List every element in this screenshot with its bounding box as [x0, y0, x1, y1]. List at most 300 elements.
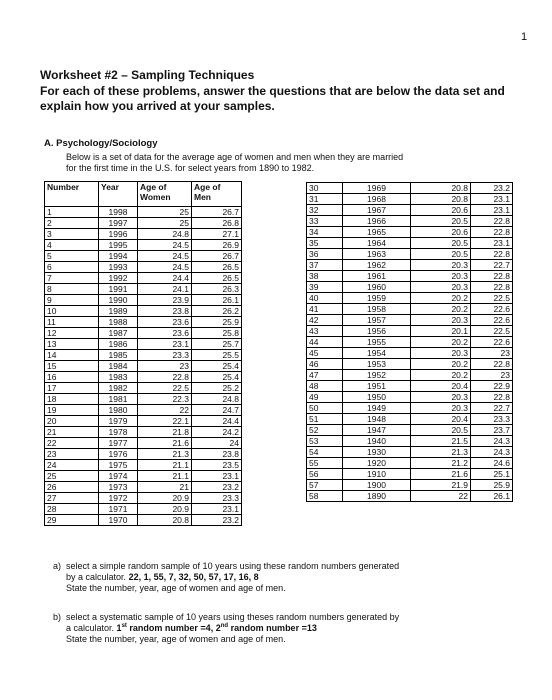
cell-number: 55	[307, 458, 343, 469]
cell-number: 46	[307, 359, 343, 370]
table-row	[45, 471, 242, 482]
cell-age-women: 24.4	[138, 273, 192, 284]
cell-age-men: 26.2	[192, 306, 242, 317]
cell-age-men: 22.5	[471, 293, 513, 304]
cell-year: 1963	[343, 249, 411, 260]
question-a-line-3: State the number, year, age of women and age of men.	[66, 583, 286, 593]
table-row	[307, 392, 513, 403]
cell-number: 43	[307, 326, 343, 337]
cell-number: 47	[307, 370, 343, 381]
cell-age-women: 21.1	[138, 471, 192, 482]
cell-year: 1996	[99, 229, 138, 240]
cell-age-men: 25.8	[192, 328, 242, 339]
cell-age-women: 20.3	[411, 315, 471, 326]
cell-age-men: 26.5	[192, 273, 242, 284]
table-row	[45, 273, 242, 284]
cell-year: 1958	[343, 304, 411, 315]
table-row	[45, 295, 242, 306]
cell-number: 39	[307, 282, 343, 293]
cell-age-men: 26.7	[192, 251, 242, 262]
cell-year: 1993	[99, 262, 138, 273]
cell-number: 24	[45, 460, 99, 471]
cell-year: 1973	[99, 482, 138, 493]
cell-age-women: 24.5	[138, 262, 192, 273]
cell-year: 1957	[343, 315, 411, 326]
table-row	[45, 339, 242, 350]
cell-age-women: 20.5	[411, 249, 471, 260]
table-row	[45, 438, 242, 449]
cell-year: 1979	[99, 416, 138, 427]
cell-number: 1	[45, 207, 99, 218]
cell-number: 8	[45, 284, 99, 295]
cell-year: 1920	[343, 458, 411, 469]
cell-age-men: 25.4	[192, 361, 242, 372]
cell-number: 21	[45, 427, 99, 438]
cell-number: 37	[307, 260, 343, 271]
cell-age-men: 23.1	[192, 471, 242, 482]
table-row	[45, 207, 242, 218]
cell-number: 54	[307, 447, 343, 458]
cell-year: 1900	[343, 480, 411, 491]
cell-year: 1910	[343, 469, 411, 480]
cell-age-men: 26.9	[192, 240, 242, 251]
cell-number: 20	[45, 416, 99, 427]
cell-age-women: 23.1	[138, 339, 192, 350]
cell-year: 1940	[343, 436, 411, 447]
cell-age-men: 23.1	[471, 194, 513, 205]
cell-number: 30	[307, 183, 343, 194]
cell-year: 1960	[343, 282, 411, 293]
table-row	[45, 416, 242, 427]
cell-age-women: 22.5	[138, 383, 192, 394]
table-row	[307, 447, 513, 458]
cell-age-men: 23	[471, 370, 513, 381]
cell-number: 11	[45, 317, 99, 328]
cell-age-men: 22.8	[471, 282, 513, 293]
table-row	[45, 394, 242, 405]
table-row	[45, 493, 242, 504]
cell-age-women: 20.2	[411, 304, 471, 315]
cell-age-women: 21.9	[411, 480, 471, 491]
cell-age-women: 20.3	[411, 348, 471, 359]
table-row	[307, 227, 513, 238]
cell-age-men: 24.6	[471, 458, 513, 469]
cell-age-men: 26.8	[192, 218, 242, 229]
table-row	[45, 306, 242, 317]
cell-year: 1948	[343, 414, 411, 425]
cell-year: 1977	[99, 438, 138, 449]
table-row	[45, 449, 242, 460]
cell-age-women: 21.3	[411, 447, 471, 458]
table-row	[307, 403, 513, 414]
table-row	[307, 480, 513, 491]
table-row	[307, 414, 513, 425]
table-row	[45, 328, 242, 339]
cell-number: 27	[45, 493, 99, 504]
cell-age-women: 22.3	[138, 394, 192, 405]
table-row	[45, 372, 242, 383]
cell-number: 44	[307, 337, 343, 348]
cell-age-men: 24.4	[192, 416, 242, 427]
cell-year: 1953	[343, 359, 411, 370]
cell-age-women: 20.3	[411, 271, 471, 282]
cell-number: 7	[45, 273, 99, 284]
table-row	[307, 293, 513, 304]
cell-number: 29	[45, 515, 99, 526]
cell-age-women: 20.8	[138, 515, 192, 526]
cell-number: 26	[45, 482, 99, 493]
cell-age-women: 20.8	[411, 183, 471, 194]
cell-number: 35	[307, 238, 343, 249]
question-a-line-2	[66, 572, 486, 583]
cell-age-men: 23.5	[192, 460, 242, 471]
cell-age-men: 23.2	[192, 482, 242, 493]
table-row	[307, 359, 513, 370]
cell-age-women: 20.2	[411, 293, 471, 304]
cell-year: 1974	[99, 471, 138, 482]
cell-year: 1955	[343, 337, 411, 348]
cell-number: 23	[45, 449, 99, 460]
cell-year: 1986	[99, 339, 138, 350]
cell-year: 1971	[99, 504, 138, 515]
cell-year: 1964	[343, 238, 411, 249]
cell-number: 48	[307, 381, 343, 392]
cell-age-men: 22.8	[471, 249, 513, 260]
cell-year: 1956	[343, 326, 411, 337]
cell-age-women: 20.3	[411, 260, 471, 271]
question-b-label: b)	[53, 612, 62, 622]
cell-number: 36	[307, 249, 343, 260]
cell-age-men: 26.1	[192, 295, 242, 306]
cell-age-women: 21.5	[411, 436, 471, 447]
question-a-label: a)	[53, 561, 62, 571]
table-row	[307, 370, 513, 381]
cell-year: 1966	[343, 216, 411, 227]
first-text: random number =4, 2	[129, 623, 221, 633]
table-row	[45, 262, 242, 273]
cell-year: 1967	[343, 205, 411, 216]
table-row	[45, 383, 242, 394]
cell-number: 49	[307, 392, 343, 403]
cell-age-women: 20.5	[411, 238, 471, 249]
table-body-right	[307, 183, 513, 502]
cell-age-women: 20.2	[411, 359, 471, 370]
cell-age-women: 20.2	[411, 370, 471, 381]
second-text: random number =13	[230, 623, 317, 633]
worksheet-title: Worksheet #2 – Sampling Techniques	[40, 68, 255, 82]
first-sup: st	[121, 623, 127, 629]
cell-age-women: 25	[138, 207, 192, 218]
cell-age-women: 23.8	[138, 306, 192, 317]
cell-year: 1987	[99, 328, 138, 339]
table-row	[45, 482, 242, 493]
cell-age-women: 22	[411, 491, 471, 502]
question-b-line-3: State the number, year, age of women and age of men.	[66, 634, 286, 644]
table-row	[307, 425, 513, 436]
cell-year: 1991	[99, 284, 138, 295]
cell-age-men: 22.8	[471, 227, 513, 238]
table-row	[307, 271, 513, 282]
cell-number: 53	[307, 436, 343, 447]
cell-age-men: 22.7	[471, 260, 513, 271]
data-table-right	[306, 182, 513, 502]
cell-number: 31	[307, 194, 343, 205]
cell-age-women: 20.8	[411, 194, 471, 205]
cell-age-men: 25.1	[471, 469, 513, 480]
cell-age-women: 21.6	[411, 469, 471, 480]
cell-number: 33	[307, 216, 343, 227]
cell-age-men: 26.5	[192, 262, 242, 273]
table-row	[307, 260, 513, 271]
random-numbers: 22, 1, 55, 7, 32, 50, 57, 17, 16, 8	[128, 572, 259, 582]
cell-year: 1962	[343, 260, 411, 271]
table-row	[45, 218, 242, 229]
cell-age-men: 25.9	[192, 317, 242, 328]
header-number: Number	[45, 182, 99, 207]
table-row	[307, 315, 513, 326]
cell-number: 18	[45, 394, 99, 405]
cell-year: 1984	[99, 361, 138, 372]
cell-year: 1976	[99, 449, 138, 460]
cell-number: 5	[45, 251, 99, 262]
cell-age-women: 24.5	[138, 240, 192, 251]
cell-year: 1980	[99, 405, 138, 416]
header-age-men: Age of Men	[192, 182, 242, 207]
cell-age-men: 22.8	[471, 392, 513, 403]
table-row	[45, 460, 242, 471]
table-row	[307, 304, 513, 315]
cell-year: 1988	[99, 317, 138, 328]
table-row	[45, 504, 242, 515]
cell-age-men: 25.9	[471, 480, 513, 491]
question-b-prefix: a calculator.	[66, 623, 115, 633]
cell-age-women: 21.3	[138, 449, 192, 460]
cell-year: 1951	[343, 381, 411, 392]
table-row	[307, 194, 513, 205]
table-row	[45, 284, 242, 295]
cell-year: 1952	[343, 370, 411, 381]
cell-year: 1954	[343, 348, 411, 359]
data-table-left	[44, 181, 242, 526]
cell-age-women: 20.1	[411, 326, 471, 337]
cell-number: 22	[45, 438, 99, 449]
cell-age-men: 24.3	[471, 436, 513, 447]
cell-number: 15	[45, 361, 99, 372]
cell-age-men: 22.7	[471, 403, 513, 414]
cell-age-men: 24.3	[471, 447, 513, 458]
cell-number: 34	[307, 227, 343, 238]
cell-year: 1983	[99, 372, 138, 383]
cell-number: 13	[45, 339, 99, 350]
cell-number: 9	[45, 295, 99, 306]
first-label: 1	[116, 623, 122, 633]
cell-number: 2	[45, 218, 99, 229]
question-a-line-1: select a simple random sample of 10 years using these random numbers generated	[66, 561, 400, 571]
cell-age-women: 23	[138, 361, 192, 372]
section-title: A. Psychology/Sociology	[44, 138, 158, 149]
cell-age-men: 26.7	[192, 207, 242, 218]
cell-year: 1997	[99, 218, 138, 229]
table-header-row	[45, 182, 242, 207]
table-row	[307, 348, 513, 359]
cell-age-women: 21.8	[138, 427, 192, 438]
cell-number: 56	[307, 469, 343, 480]
cell-number: 19	[45, 405, 99, 416]
cell-year: 1970	[99, 515, 138, 526]
cell-age-men: 23.7	[471, 425, 513, 436]
table-row	[45, 251, 242, 262]
cell-age-men: 24.8	[192, 394, 242, 405]
cell-age-women: 21.6	[138, 438, 192, 449]
second-sup: nd	[220, 623, 229, 629]
table-row	[45, 240, 242, 251]
table-row	[307, 326, 513, 337]
cell-age-men: 23.1	[192, 504, 242, 515]
cell-age-women: 20.9	[138, 504, 192, 515]
cell-age-men: 23.1	[471, 238, 513, 249]
question-b-line-2	[66, 623, 496, 634]
cell-age-women: 20.3	[411, 392, 471, 403]
cell-year: 1990	[99, 295, 138, 306]
table-row	[307, 381, 513, 392]
table-row	[307, 205, 513, 216]
cell-year: 1969	[343, 183, 411, 194]
cell-year: 1972	[99, 493, 138, 504]
question-a	[53, 561, 486, 594]
cell-year: 1994	[99, 251, 138, 262]
cell-number: 42	[307, 315, 343, 326]
table-row	[45, 317, 242, 328]
cell-age-women: 22	[138, 405, 192, 416]
question-b	[53, 612, 496, 645]
table-row	[307, 183, 513, 194]
cell-age-men: 26.3	[192, 284, 242, 295]
cell-age-women: 24.8	[138, 229, 192, 240]
table-row	[307, 491, 513, 502]
cell-year: 1995	[99, 240, 138, 251]
cell-age-women: 22.1	[138, 416, 192, 427]
table-row	[307, 458, 513, 469]
cell-age-men: 25.4	[192, 372, 242, 383]
cell-number: 40	[307, 293, 343, 304]
cell-age-women: 20.6	[411, 205, 471, 216]
cell-age-women: 21.2	[411, 458, 471, 469]
cell-number: 6	[45, 262, 99, 273]
table-row	[307, 282, 513, 293]
cell-number: 25	[45, 471, 99, 482]
cell-year: 1930	[343, 447, 411, 458]
cell-age-women: 20.9	[138, 493, 192, 504]
cell-age-women: 23.9	[138, 295, 192, 306]
cell-year: 1998	[99, 207, 138, 218]
worksheet-instructions: For each of these problems, answer the questions that are below the data set and explain how you arrived at your samples.	[40, 84, 505, 113]
cell-number: 10	[45, 306, 99, 317]
cell-year: 1982	[99, 383, 138, 394]
cell-age-women: 23.3	[138, 350, 192, 361]
cell-number: 12	[45, 328, 99, 339]
cell-year: 1949	[343, 403, 411, 414]
page-number: 1	[521, 31, 528, 43]
cell-age-women: 20.4	[411, 414, 471, 425]
cell-number: 52	[307, 425, 343, 436]
cell-year: 1981	[99, 394, 138, 405]
table-row	[45, 229, 242, 240]
cell-number: 38	[307, 271, 343, 282]
cell-age-women: 20.3	[411, 403, 471, 414]
cell-age-women: 20.5	[411, 216, 471, 227]
cell-age-men: 23.3	[471, 414, 513, 425]
cell-age-men: 23	[471, 348, 513, 359]
cell-age-women: 23.6	[138, 317, 192, 328]
cell-year: 1959	[343, 293, 411, 304]
question-b-line-1: select a systematic sample of 10 years using theses random numbers generated by	[66, 612, 400, 622]
table-row	[45, 405, 242, 416]
cell-age-men: 26.1	[471, 491, 513, 502]
cell-age-women: 21.1	[138, 460, 192, 471]
cell-age-men: 25.5	[192, 350, 242, 361]
table-row	[45, 427, 242, 438]
cell-age-men: 23.1	[471, 205, 513, 216]
cell-year: 1950	[343, 392, 411, 403]
cell-age-men: 22.6	[471, 315, 513, 326]
cell-number: 32	[307, 205, 343, 216]
cell-age-men: 27.1	[192, 229, 242, 240]
cell-year: 1890	[343, 491, 411, 502]
cell-age-women: 20.3	[411, 282, 471, 293]
intro-line-1: Below is a set of data for the average age of women and men when they are married	[66, 152, 404, 162]
cell-age-women: 20.4	[411, 381, 471, 392]
cell-age-men: 25.7	[192, 339, 242, 350]
cell-age-women: 21	[138, 482, 192, 493]
cell-age-men: 22.8	[471, 359, 513, 370]
cell-age-men: 22.5	[471, 326, 513, 337]
cell-age-women: 24.1	[138, 284, 192, 295]
cell-age-men: 25.2	[192, 383, 242, 394]
cell-age-men: 22.8	[471, 216, 513, 227]
cell-number: 57	[307, 480, 343, 491]
cell-age-women: 23.6	[138, 328, 192, 339]
cell-age-men: 24	[192, 438, 242, 449]
cell-number: 45	[307, 348, 343, 359]
cell-year: 1985	[99, 350, 138, 361]
cell-number: 41	[307, 304, 343, 315]
cell-age-men: 23.2	[471, 183, 513, 194]
table-row	[307, 469, 513, 480]
cell-year: 1947	[343, 425, 411, 436]
cell-year: 1975	[99, 460, 138, 471]
header-year: Year	[99, 182, 138, 207]
table-row	[307, 216, 513, 227]
cell-number: 4	[45, 240, 99, 251]
cell-year: 1978	[99, 427, 138, 438]
cell-number: 58	[307, 491, 343, 502]
section-intro	[66, 152, 506, 174]
cell-year: 1968	[343, 194, 411, 205]
cell-number: 16	[45, 372, 99, 383]
cell-age-women: 20.2	[411, 337, 471, 348]
cell-number: 14	[45, 350, 99, 361]
table-row	[45, 515, 242, 526]
cell-age-men: 23.2	[192, 515, 242, 526]
header-age-women: Age of Women	[138, 182, 192, 207]
cell-age-men: 22.6	[471, 304, 513, 315]
cell-number: 28	[45, 504, 99, 515]
cell-age-men: 23.8	[192, 449, 242, 460]
intro-line-2: for the first time in the U.S. for select years from 1890 to 1982.	[66, 163, 315, 173]
cell-number: 3	[45, 229, 99, 240]
table-row	[45, 361, 242, 372]
cell-age-men: 24.7	[192, 405, 242, 416]
